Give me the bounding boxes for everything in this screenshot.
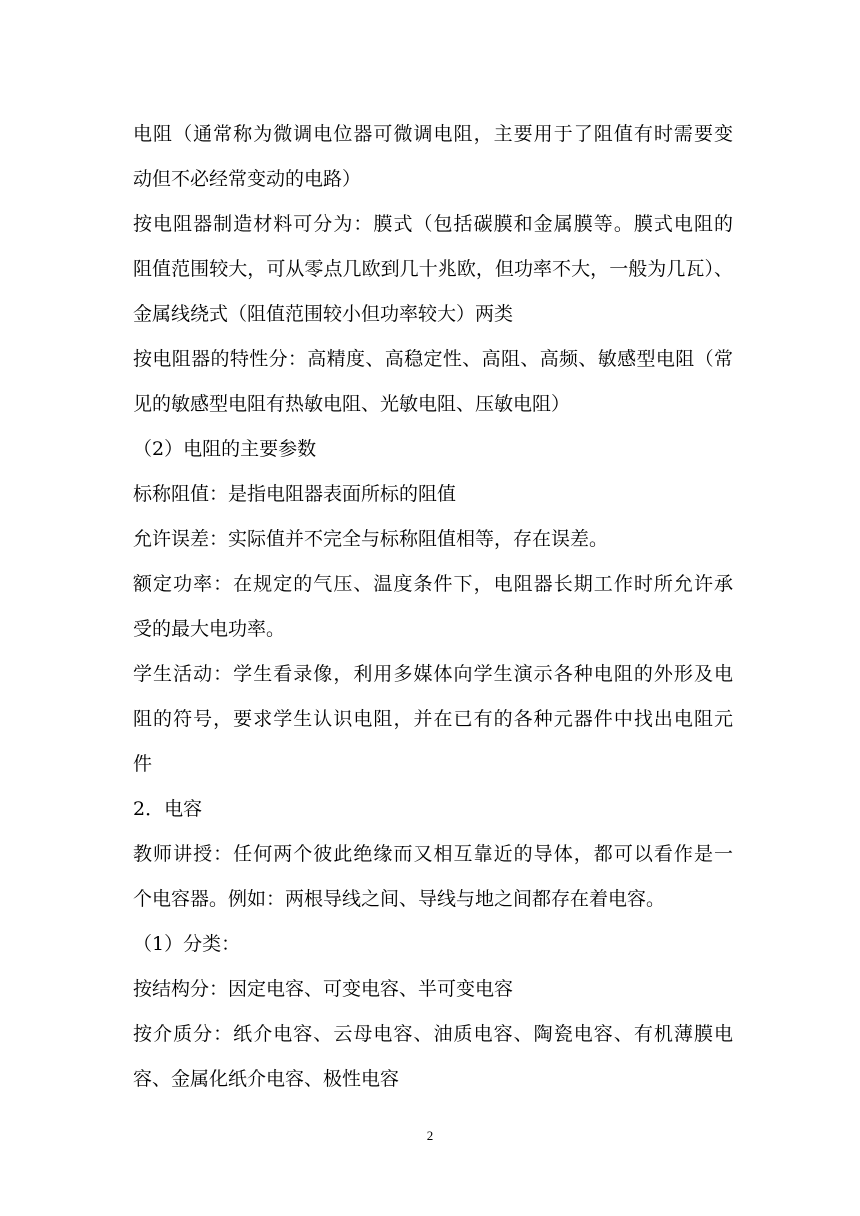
text-line: 动但不必经常变动的电路） — [133, 168, 362, 190]
section-heading: （1）分类： — [133, 933, 241, 955]
text-line: 学生活动：学生看录像，利用多媒体向学生演示各种电阻的外形及电 — [133, 663, 733, 685]
text-line: 容、金属化纸介电容、极性电容 — [133, 1068, 400, 1090]
text-line: 额定功率：在规定的气压、温度条件下，电阻器长期工作时所允许承 — [133, 573, 733, 595]
page-number: 2 — [426, 1128, 434, 1143]
text-line: 个电容器。例如：两根导线之间、导线与地之间都存在着电容。 — [133, 888, 666, 910]
text-line: 教师讲授：任何两个彼此绝缘而又相互靠近的导体，都可以看作是一 — [133, 843, 733, 865]
text-line: 按电阻器的特性分：高精度、高稳定性、高阻、高频、敏感型电阻（常 — [133, 348, 733, 370]
section-heading: （2）电阻的主要参数 — [133, 438, 317, 460]
text-line: 按结构分：因定电容、可变电容、半可变电容 — [133, 978, 514, 1000]
text-line: 见的敏感型电阻有热敏电阻、光敏电阻、压敏电阻） — [133, 393, 571, 415]
text-line: 允许误差：实际值并不完全与标称阻值相等，存在误差。 — [133, 528, 609, 550]
text-line: 标称阻值：是指电阻器表面所标的阻值 — [133, 483, 457, 505]
text-line: 阻值范围较大，可从零点几欧到几十兆欧，但功率不大，一般为几瓦）、 — [133, 258, 733, 280]
text-line: 金属线绕式（阻值范围较小但功率较大）两类 — [133, 303, 514, 325]
text-line: 件 — [133, 753, 153, 775]
document-body — [133, 112, 733, 1102]
text-line: 按电阻器制造材料可分为：膜式（包括碳膜和金属膜等。膜式电阻的 — [133, 213, 733, 235]
text-line: 受的最大电功率。 — [133, 618, 286, 640]
text-line: 阻的符号，要求学生认识电阻，并在已有的各种元器件中找出电阻元 — [133, 708, 733, 730]
text-line: 电阻（通常称为微调电位器可微调电阻，主要用于了阻值有时需要变 — [133, 123, 733, 145]
text-line: 按介质分：纸介电容、云母电容、油质电容、陶瓷电容、有机薄膜电 — [133, 1023, 733, 1045]
section-heading: 2．电容 — [133, 798, 203, 820]
